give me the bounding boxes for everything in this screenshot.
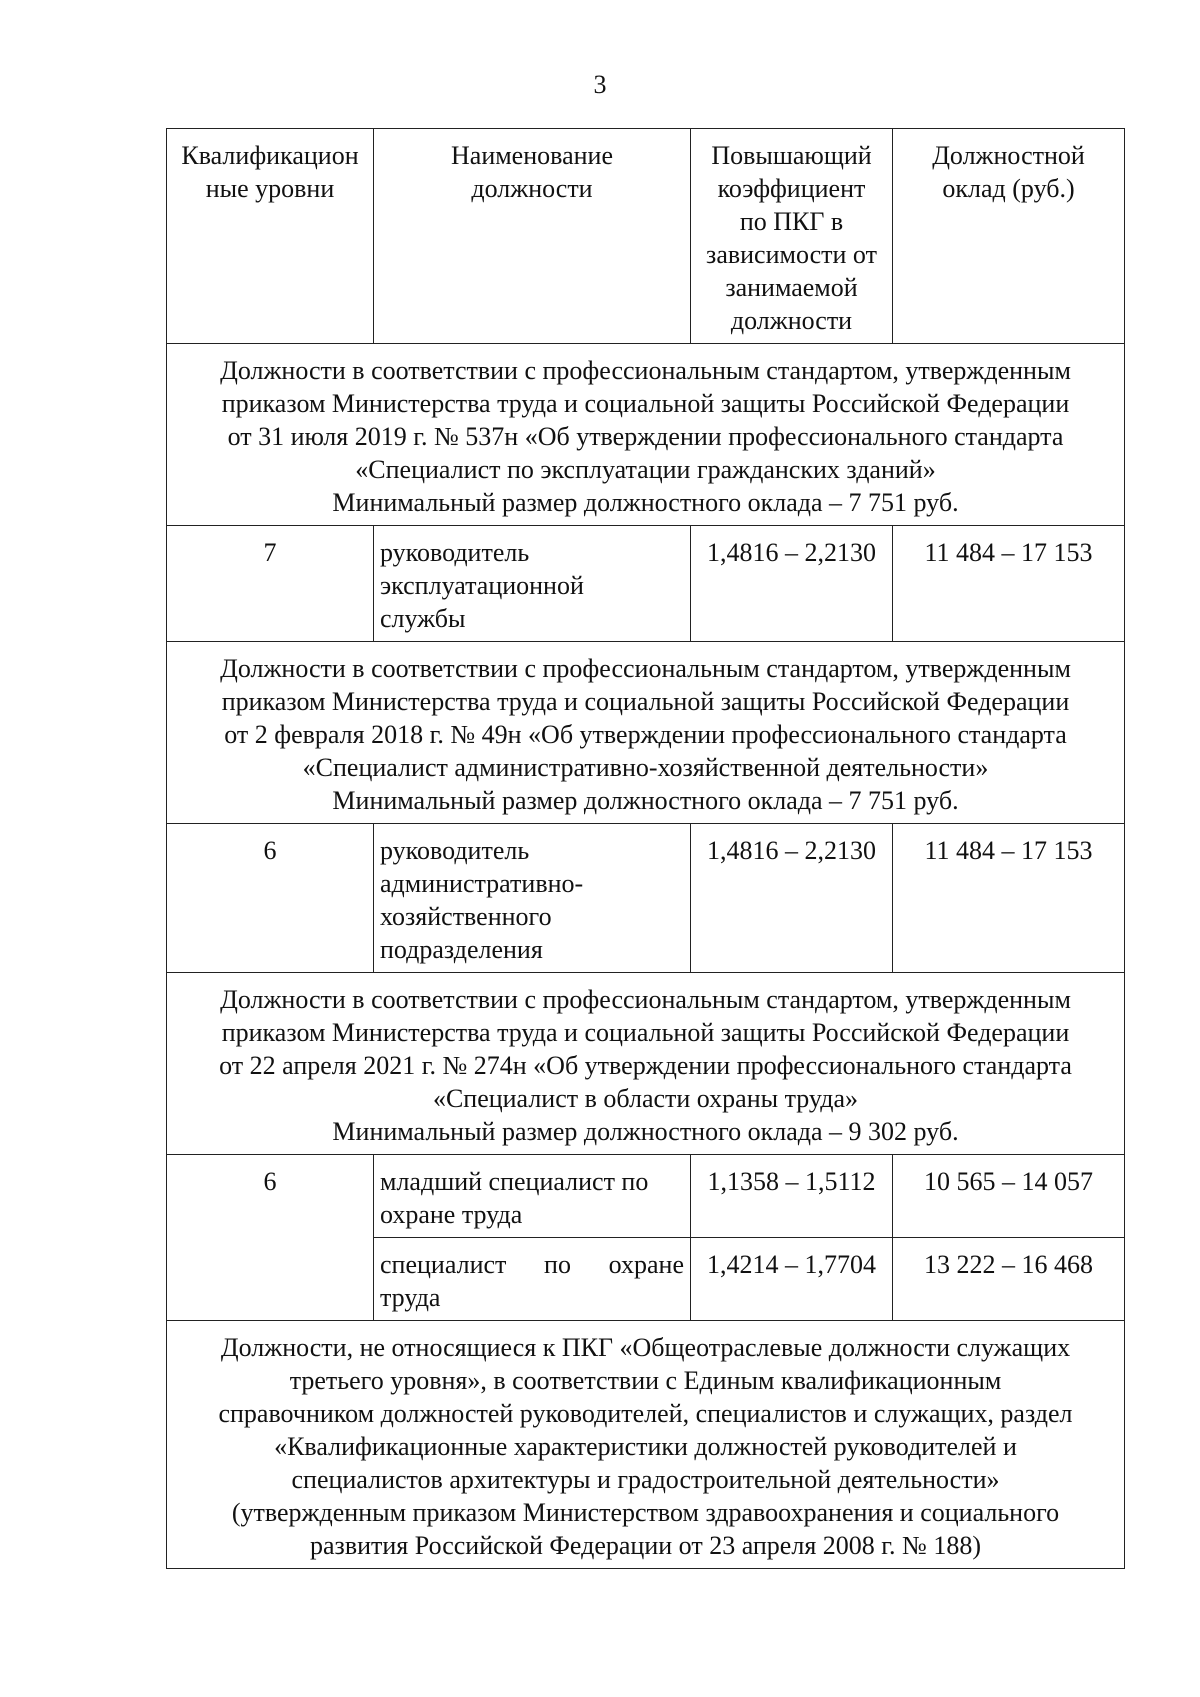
coefficient-cell: 1,4816 – 2,2130 <box>691 526 893 642</box>
section-heading <box>167 642 1125 824</box>
header-text-line: должности <box>730 306 853 335</box>
salary-cell: 13 222 – 16 468 <box>893 1238 1125 1321</box>
section-text-line: Минимальный размер должностного оклада – 9 302 руб. <box>332 1117 959 1146</box>
section-heading <box>167 973 1125 1155</box>
qualification-level-cell: 7 <box>167 526 374 642</box>
section-text-line: Минимальный размер должностного оклада – 7 751 руб. <box>332 488 959 517</box>
section-row <box>167 973 1125 1155</box>
position-text-line: специалист по охране <box>380 1250 684 1279</box>
table-header-row <box>167 129 1125 344</box>
salary-cell: 10 565 – 14 057 <box>893 1155 1125 1238</box>
section-text-line: приказом Министерства труда и социальной защиты Российской Федерации <box>221 389 1070 418</box>
section-text-line: приказом Министерства труда и социальной защиты Российской Федерации <box>221 687 1070 716</box>
header-text-line: Должностной <box>932 141 1085 170</box>
section-row <box>167 1321 1125 1569</box>
section-row <box>167 344 1125 526</box>
coefficient-cell: 1,4816 – 2,2130 <box>691 824 893 973</box>
section-text-line: Должности, не относящиеся к ПКГ «Общеотраслевые должности служащих <box>220 1333 1071 1362</box>
coefficient-cell: 1,4214 – 1,7704 <box>691 1238 893 1321</box>
position-text-line: хозяйственного <box>380 902 552 931</box>
section-text-line: специалистов архитектуры и градостроительной деятельности» <box>291 1465 1000 1494</box>
section-text-line: Должности в соответствии с профессиональным стандартом, утвержденным <box>220 985 1071 1014</box>
header-salary <box>893 129 1125 344</box>
position-text-line: руководитель <box>380 538 530 567</box>
position-cell <box>374 824 691 973</box>
section-text-line: справочником должностей руководителей, специалистов и служащих, раздел <box>218 1399 1073 1428</box>
section-text-line: Должности в соответствии с профессиональным стандартом, утвержденным <box>220 654 1071 683</box>
position-text-line: руководитель <box>380 836 530 865</box>
section-text-line: «Специалист административно-хозяйственной деятельности» <box>302 753 989 782</box>
section-text-line: от 2 февраля 2018 г. № 49н «Об утверждении профессионального стандарта <box>224 720 1067 749</box>
table-row <box>167 1155 1125 1238</box>
position-cell <box>374 1238 691 1321</box>
header-coefficient <box>691 129 893 344</box>
header-text-line: должности <box>471 174 593 203</box>
header-text-line: ные уровни <box>205 174 335 203</box>
section-text-line: «Квалификационные характеристики должностей руководителей и <box>274 1432 1017 1461</box>
header-text-line: по ПКГ в <box>739 207 844 236</box>
section-text-line: развития Российской Федерации от 23 апреля 2008 г. № 188) <box>310 1531 981 1560</box>
position-text-line: административно- <box>380 869 584 898</box>
position-cell <box>374 1155 691 1238</box>
salary-table <box>166 128 1125 1569</box>
section-heading <box>167 344 1125 526</box>
position-text-line: подразделения <box>380 935 543 964</box>
salary-cell: 11 484 – 17 153 <box>893 526 1125 642</box>
section-row <box>167 642 1125 824</box>
section-text-line: Минимальный размер должностного оклада – 7 751 руб. <box>332 786 959 815</box>
position-text-line: труда <box>380 1283 441 1312</box>
qualification-level-cell: 6 <box>167 1155 374 1321</box>
table-row <box>167 526 1125 642</box>
header-text-line: занимаемой <box>725 273 858 302</box>
position-text-line: эксплуатационной <box>380 571 584 600</box>
header-text-line: Наименование <box>451 141 613 170</box>
section-text-line: приказом Министерства труда и социальной защиты Российской Федерации <box>221 1018 1070 1047</box>
table-row <box>167 824 1125 973</box>
section-text-line: (утвержденным приказом Министерством здравоохранения и социального <box>231 1498 1060 1527</box>
position-text-line: службы <box>380 604 466 633</box>
header-text-line: оклад (руб.) <box>942 174 1075 203</box>
header-text-line: Квалификацион <box>181 141 359 170</box>
section-text-line: «Специалист по эксплуатации гражданских зданий» <box>355 455 936 484</box>
position-cell <box>374 526 691 642</box>
qualification-level-cell: 6 <box>167 824 374 973</box>
position-text-line: охране труда <box>380 1200 523 1229</box>
section-text-line: третьего уровня», в соответствии с Единым квалификационным <box>289 1366 1002 1395</box>
section-text-line: Должности в соответствии с профессиональным стандартом, утвержденным <box>220 356 1071 385</box>
section-text-line: от 31 июля 2019 г. № 537н «Об утверждении профессионального стандарта <box>227 422 1064 451</box>
header-text-line: зависимости от <box>706 240 877 269</box>
header-position-name <box>374 129 691 344</box>
section-heading <box>167 1321 1125 1569</box>
section-text-line: «Специалист в области охраны труда» <box>432 1084 859 1113</box>
header-qualification-levels <box>167 129 374 344</box>
page-number: 3 <box>593 70 607 99</box>
header-text-line: Повышающий <box>711 141 872 170</box>
salary-cell: 11 484 – 17 153 <box>893 824 1125 973</box>
coefficient-cell: 1,1358 – 1,5112 <box>691 1155 893 1238</box>
position-text-line: младший специалист по <box>380 1167 649 1196</box>
section-text-line: от 22 апреля 2021 г. № 274н «Об утверждении профессионального стандарта <box>219 1051 1072 1080</box>
header-text-line: коэффициент <box>717 174 866 203</box>
